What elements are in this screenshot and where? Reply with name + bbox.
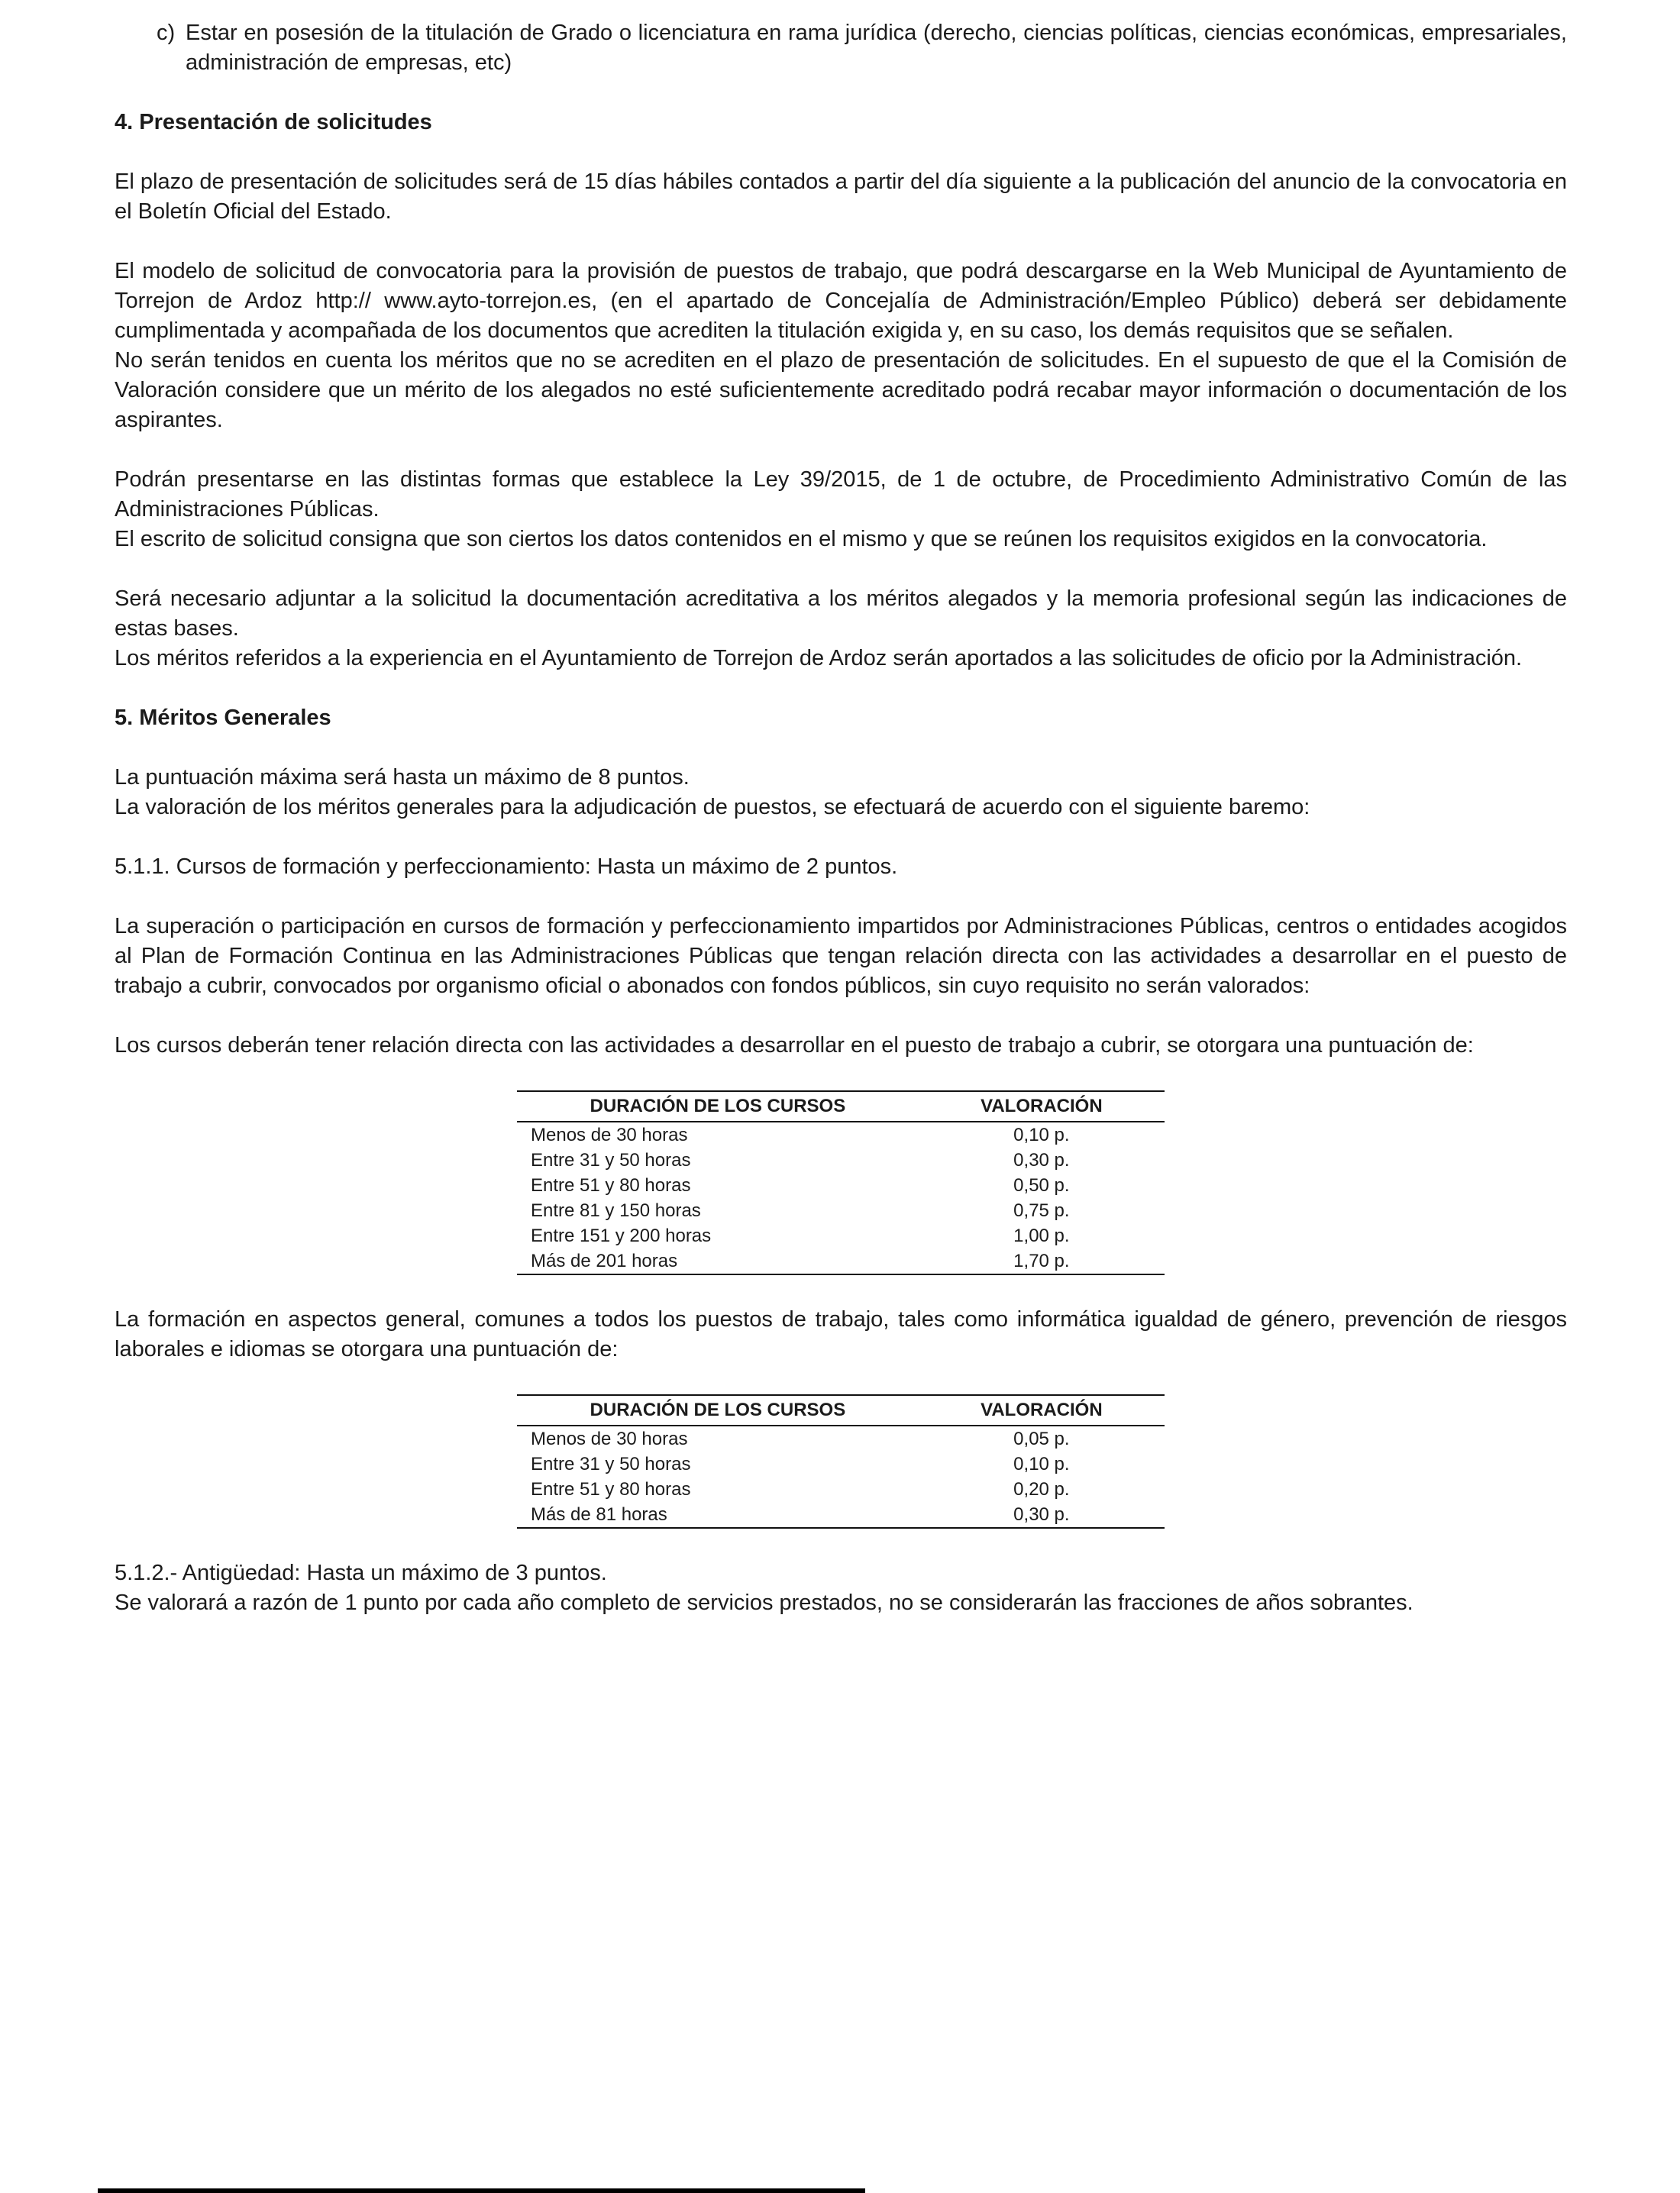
cell-valoracion: 0,10 p.	[1013, 1125, 1070, 1145]
paragraph-escrito-solicitud: El escrito de solicitud consigna que son ciertos los datos contenidos en el mismo y que se reúnen los requisitos exigidos en la convocatoria.	[115, 527, 1488, 551]
cell-valoracion: 0,10 p.	[1013, 1454, 1070, 1474]
cell-valoracion: 0,30 p.	[1013, 1150, 1070, 1171]
table-row	[517, 1248, 1165, 1274]
list-item-c-marker: c)	[157, 21, 176, 45]
table2-header-row	[517, 1395, 1165, 1426]
table1-header-row	[517, 1091, 1165, 1122]
table-row	[517, 1173, 1165, 1198]
table-cursos-especificos	[517, 1090, 1165, 1275]
cell-valoracion: 0,20 p.	[1013, 1479, 1070, 1500]
paragraph-documentacion-acreditativa: Será necesario adjuntar a la solicitud la documentación acreditativa a los méritos alegados y la memoria profesional según las indicaciones de estas bases.	[115, 586, 1567, 641]
table-row	[517, 1452, 1165, 1477]
section-4-heading: 4. Presentación de solicitudes	[115, 110, 432, 134]
table-row	[517, 1148, 1165, 1173]
cell-duracion: Entre 151 y 200 horas	[531, 1226, 712, 1246]
cell-duracion: Entre 31 y 50 horas	[531, 1150, 691, 1171]
table-cursos-generales	[517, 1394, 1165, 1529]
paragraph-superacion-cursos: La superación o participación en cursos de formación y perfeccionamiento impartidos por Administraciones Públicas, centros o entidades acogidos al Plan de Formación Continua en las Administraciones Públicas que tengan relación directa con las actividades a desarrollar en el puesto de trabajo a cubrir, convocados por organismo oficial o abonados con fondos públicos, sin cuyo requisito no serán valorados:	[115, 914, 1567, 998]
table-row	[517, 1477, 1165, 1502]
table-row	[517, 1223, 1165, 1248]
table-row	[517, 1502, 1165, 1528]
cell-valoracion: 0,75 p.	[1013, 1200, 1070, 1221]
cell-duracion: Entre 51 y 80 horas	[531, 1479, 691, 1500]
paragraph-formacion-general: La formación en aspectos general, comunes a todos los puestos de trabajo, tales como informática igualdad de género, prevención de riesgos laborales e idiomas se otorgara una puntuación de:	[115, 1307, 1567, 1361]
cell-valoracion: 1,00 p.	[1013, 1226, 1070, 1246]
paragraph-puntuacion-maxima: La puntuación máxima será hasta un máximo de 8 puntos.	[115, 765, 690, 790]
cell-duracion: Entre 81 y 150 horas	[531, 1200, 701, 1221]
cell-duracion: Más de 201 horas	[531, 1251, 678, 1271]
paragraph-512-antiguedad: 5.1.2.- Antigüedad: Hasta un máximo de 3 puntos.	[115, 1561, 607, 1585]
paragraph-plazo: El plazo de presentación de solicitudes será de 15 días hábiles contados a partir del día siguiente a la publicación del anuncio de la convocatoria en el Boletín Oficial del Estado.	[115, 170, 1567, 224]
cell-valoracion: 0,30 p.	[1013, 1504, 1070, 1525]
table2-header-duracion: DURACIÓN DE LOS CURSOS	[517, 1395, 919, 1426]
cell-valoracion: 0,50 p.	[1013, 1175, 1070, 1196]
paragraph-meritos-experiencia: Los méritos referidos a la experiencia en el Ayuntamiento de Torrejon de Ardoz serán aportados a las solicitudes de oficio por la Administración.	[115, 646, 1523, 670]
cell-valoracion: 0,05 p.	[1013, 1429, 1070, 1449]
cell-duracion: Menos de 30 horas	[531, 1125, 688, 1145]
paragraph-valoracion-antiguedad: Se valorará a razón de 1 punto por cada año completo de servicios prestados, no se considerarán las fracciones de años sobrantes.	[115, 1591, 1413, 1615]
paragraph-cursos-relacion-directa: Los cursos deberán tener relación directa con las actividades a desarrollar en el puesto de trabajo a cubrir, se otorgara una puntuación de:	[115, 1033, 1474, 1058]
section-5-heading: 5. Méritos Generales	[115, 706, 331, 730]
table-row	[517, 1122, 1165, 1148]
list-item-c-text: Estar en posesión de la titulación de Grado o licenciatura en rama jurídica (derecho, ciencias políticas, ciencias económicas, empresariales, administración de empresas, etc)	[186, 21, 1567, 75]
cell-duracion: Menos de 30 horas	[531, 1429, 688, 1449]
paragraph-valoracion-baremo: La valoración de los méritos generales para la adjudicación de puestos, se efectuará de acuerdo con el siguiente baremo:	[115, 795, 1310, 819]
paragraph-formas-presentacion: Podrán presentarse en las distintas formas que establece la Ley 39/2015, de 1 de octubre, de Procedimiento Administrativo Común de las Administraciones Públicas.	[115, 467, 1567, 522]
table2-header-valoracion: VALORACIÓN	[919, 1395, 1165, 1426]
list-item-c	[157, 18, 1567, 78]
paragraph-511-cursos: 5.1.1. Cursos de formación y perfeccionamiento: Hasta un máximo de 2 puntos.	[115, 854, 898, 879]
table-row	[517, 1426, 1165, 1452]
cell-duracion: Más de 81 horas	[531, 1504, 667, 1525]
scan-artifact-line	[98, 2188, 865, 2193]
paragraph-modelo-solicitud: El modelo de solicitud de convocatoria para la provisión de puestos de trabajo, que podrá descargarse en la Web Municipal de Ayuntamiento de Torrejon de Ardoz http:// www.ayto-torrejon.es, (en el apartado de Concejalía de Administración/Empleo Público) deberá ser debidamente cumplimentada y acompañada de los documentos que acrediten la titulación exigida y, en su caso, los demás requisitos que se señalen.	[115, 259, 1567, 343]
paragraph-meritos-no-acreditados: No serán tenidos en cuenta los méritos que no se acrediten en el plazo de presentación de solicitudes. En el supuesto de que el la Comisión de Valoración considere que un mérito de los alegados no esté suficientemente acreditado podrá recabar mayor información o documentación de los aspirantes.	[115, 348, 1567, 432]
cell-duracion: Entre 31 y 50 horas	[531, 1454, 691, 1474]
table-row	[517, 1198, 1165, 1223]
cell-duracion: Entre 51 y 80 horas	[531, 1175, 691, 1196]
cell-valoracion: 1,70 p.	[1013, 1251, 1070, 1271]
table1-header-valoracion: VALORACIÓN	[919, 1091, 1165, 1122]
table1-header-duracion: DURACIÓN DE LOS CURSOS	[517, 1091, 919, 1122]
